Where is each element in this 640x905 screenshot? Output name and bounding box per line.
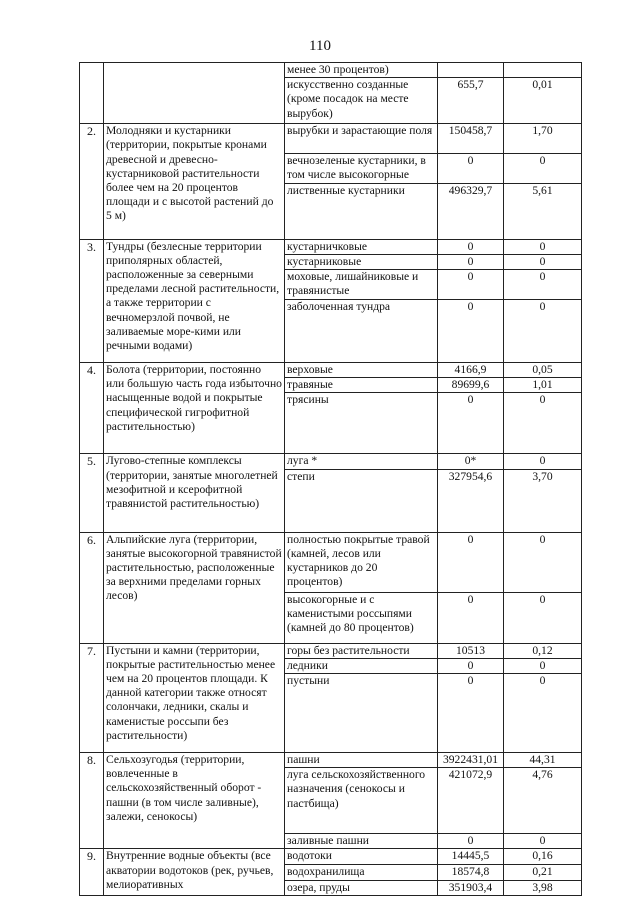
area-value: 327954,6 <box>438 469 504 532</box>
subcategory-name: водотоки <box>285 849 438 865</box>
subcategory-name: горы без растительности <box>285 643 438 658</box>
percent-value: 0 <box>504 270 582 300</box>
percent-value: 3,70 <box>504 469 582 532</box>
category-description: Сельхозугодья (территории, вовлеченные в сельскохозяйственный оборот - пашни (в том числе заливные), залежи, сенокосы) <box>104 753 285 849</box>
subcategory-name: пашни <box>285 753 438 768</box>
subcategory-name: полностью покрытые травой (камней, лесов или кустарников до 20 процентов) <box>285 532 438 592</box>
table-row <box>80 643 582 658</box>
percent-value: 0 <box>504 658 582 673</box>
row-number: 8. <box>80 753 104 849</box>
category-description: Болота (территории, постоянно или большую часть года избыточно насыщенные водой и покрытые специфической гигрофитной растительностью) <box>104 363 285 454</box>
area-value: 4166,9 <box>438 363 504 378</box>
area-value: 3922431,01 <box>438 753 504 768</box>
percent-value: 44,31 <box>504 753 582 768</box>
area-value: 18574,8 <box>438 865 504 880</box>
percent-value: 3,98 <box>504 880 582 895</box>
area-value: 421072,9 <box>438 768 504 834</box>
subcategory-name: пустыни <box>285 674 438 753</box>
subcategory-name: верховые <box>285 363 438 378</box>
area-value: 0 <box>438 592 504 643</box>
subcategory-name: водохранилища <box>285 865 438 880</box>
category-description: Пустыни и камни (территории, покрытые растительностью менее чем на 20 процентов площади. К данной категории также относят солончаки, ледники, скалы и каменистые россыпи без растительности) <box>104 643 285 752</box>
table-row <box>80 753 582 768</box>
percent-value: 0 <box>504 154 582 183</box>
percent-value: 0 <box>504 300 582 363</box>
area-value: 0 <box>438 300 504 363</box>
percent-value: 1,70 <box>504 124 582 154</box>
area-value: 655,7 <box>438 78 504 124</box>
category-description: Лугово-степные комплексы (территории, занятые многолетней мезофитной и ксерофитной травянистой растительностью) <box>104 454 285 532</box>
subcategory-name: заболоченная тундра <box>285 300 438 363</box>
percent-value: 0,01 <box>504 78 582 124</box>
subcategory-name: кустарничковые <box>285 239 438 254</box>
table-row <box>80 532 582 592</box>
category-description: Внутренние водные объекты (все акватории водотоков (рек, ручьев, мелиоративных <box>104 849 285 895</box>
subcategory-name: степи <box>285 469 438 532</box>
category-description: Молодняки и кустарники (территории, покрытые кронами древесной и древесно-кустарниковой растительности более чем на 20 процентов площади и с высотой растений до 5 м) <box>104 124 285 239</box>
subcategory-name: кустарниковые <box>285 254 438 269</box>
category-description: Альпийские луга (территории, занятые высокогорной травянистой растительностью, расположенные за верхними пределами горных лесов) <box>104 532 285 643</box>
percent-value: 0 <box>504 454 582 469</box>
percent-value: 0 <box>504 834 582 849</box>
table-row <box>80 124 582 154</box>
subcategory-name: озера, пруды <box>285 880 438 895</box>
area-value: 0 <box>438 658 504 673</box>
row-number: 6. <box>80 532 104 643</box>
category-description <box>104 63 285 124</box>
area-value: 0 <box>438 254 504 269</box>
subcategory-name: трясины <box>285 393 438 454</box>
percent-value: 0,21 <box>504 865 582 880</box>
page-number: 110 <box>309 38 331 54</box>
percent-value: 0 <box>504 674 582 753</box>
subcategory-name: луга * <box>285 454 438 469</box>
row-number <box>80 63 104 124</box>
table-row <box>80 63 582 78</box>
subcategory-name: луга сельскохозяйственного назначения (сенокосы и пастбища) <box>285 768 438 834</box>
percent-value: 5,61 <box>504 183 582 239</box>
percent-value: 0 <box>504 592 582 643</box>
area-value: 89699,6 <box>438 378 504 393</box>
area-value: 150458,7 <box>438 124 504 154</box>
subcategory-name: высокогорные и с каменистыми россыпями (камней до 80 процентов) <box>285 592 438 643</box>
percent-value: 4,76 <box>504 768 582 834</box>
subcategory-name: вырубки и зарастающие поля <box>285 124 438 154</box>
area-value: 0 <box>438 393 504 454</box>
area-value: 0 <box>438 239 504 254</box>
percent-value: 0 <box>504 254 582 269</box>
subcategory-name: ледники <box>285 658 438 673</box>
percent-value: 0 <box>504 239 582 254</box>
subcategory-name: заливные пашни <box>285 834 438 849</box>
category-description: Тундры (безлесные территории приполярных областей, расположенные за северными пределами лесной растительности, а также территории с вечномерзлой почвой, не заливаемые море-кими или речными водами) <box>104 239 285 362</box>
table-row <box>80 363 582 378</box>
land-category-table <box>79 62 582 896</box>
percent-value: 0,12 <box>504 643 582 658</box>
percent-value: 0,05 <box>504 363 582 378</box>
area-value: 14445,5 <box>438 849 504 865</box>
table-row <box>80 239 582 254</box>
percent-value: 0 <box>504 393 582 454</box>
percent-value: 0,16 <box>504 849 582 865</box>
subcategory-name: моховые, лишайниковые и травянистые <box>285 270 438 300</box>
area-value: 0 <box>438 532 504 592</box>
area-value: 0 <box>438 834 504 849</box>
table-row <box>80 849 582 865</box>
area-value: 496329,7 <box>438 183 504 239</box>
area-value: 0 <box>438 270 504 300</box>
row-number: 3. <box>80 239 104 362</box>
area-value: 351903,4 <box>438 880 504 895</box>
subcategory-name: искусственно созданные (кроме посадок на месте вырубок) <box>285 78 438 124</box>
area-value: 0 <box>438 674 504 753</box>
subcategory-name: травяные <box>285 378 438 393</box>
row-number: 5. <box>80 454 104 532</box>
percent-value <box>504 63 582 78</box>
percent-value: 1,01 <box>504 378 582 393</box>
row-number: 2. <box>80 124 104 239</box>
subcategory-name: лиственные кустарники <box>285 183 438 239</box>
area-value: 10513 <box>438 643 504 658</box>
area-value: 0* <box>438 454 504 469</box>
area-value: 0 <box>438 154 504 183</box>
percent-value: 0 <box>504 532 582 592</box>
table-row <box>80 454 582 469</box>
subcategory-name: вечнозеленые кустарники, в том числе высокогорные <box>285 154 438 183</box>
area-value <box>438 63 504 78</box>
row-number: 4. <box>80 363 104 454</box>
row-number: 9. <box>80 849 104 895</box>
subcategory-name: менее 30 процентов) <box>285 63 438 78</box>
row-number: 7. <box>80 643 104 752</box>
